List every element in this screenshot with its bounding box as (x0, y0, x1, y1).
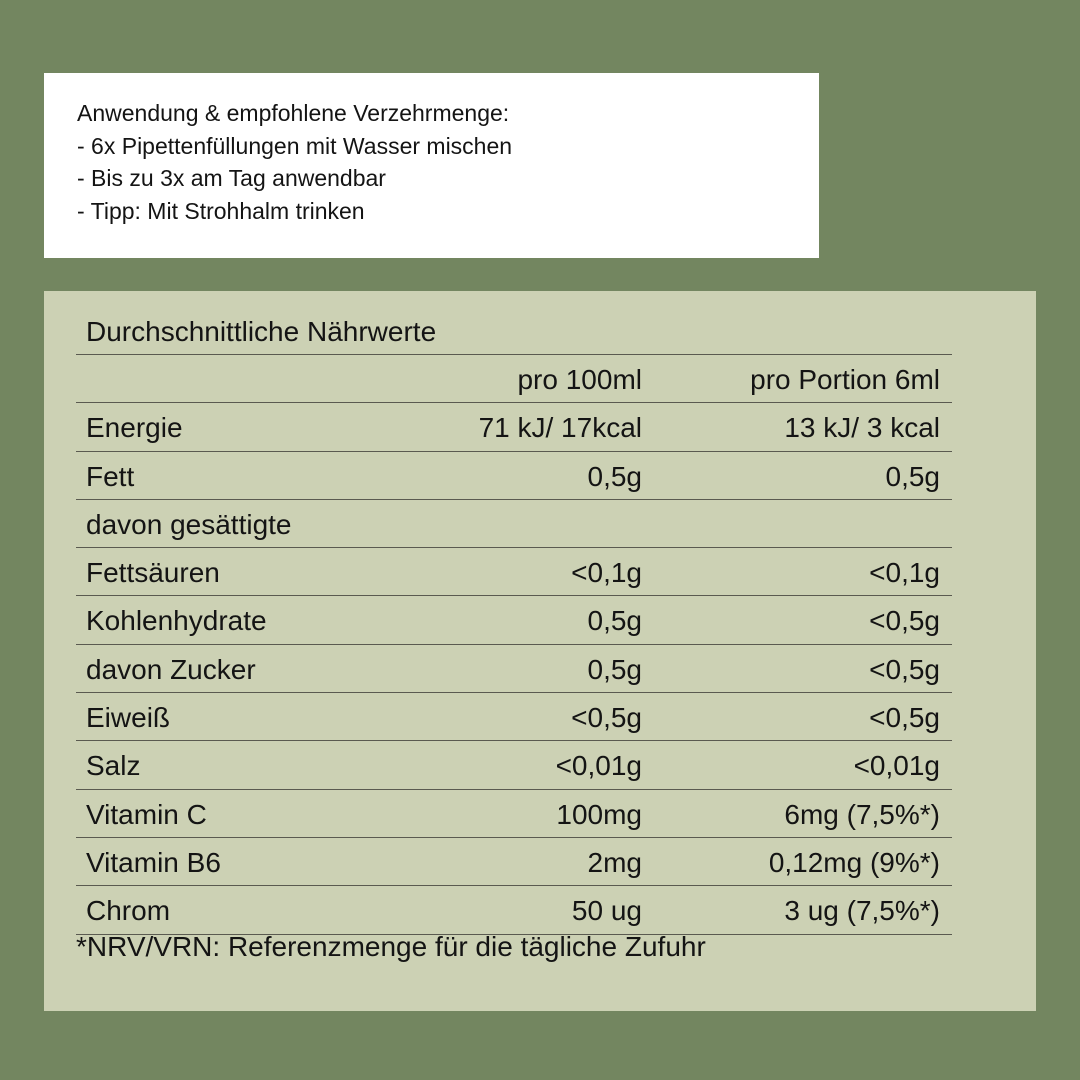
nutrient-value: 0,12mg (9%*) (768, 846, 940, 878)
usage-item: - 6x Pipettenfüllungen mit Wasser mischen (77, 132, 513, 159)
nutrient-value: 71 kJ/ 17kcal (478, 412, 642, 444)
nutrient-value (386, 500, 642, 547)
nutrient-value: 2mg (587, 846, 642, 878)
usage-item: - Tipp: Mit Strohhalm trinken (77, 197, 365, 224)
table-header-row (76, 355, 952, 403)
nutrient-label: davon gesättigte (86, 508, 292, 540)
nutrient-value: <0,1g (571, 557, 642, 589)
nutrient-label: davon Zucker (86, 653, 256, 685)
header-cell: pro 100ml (517, 364, 642, 395)
nutrition-title: Durchschnittliche Nährwerte (76, 307, 952, 355)
nutrient-value: <0,01g (853, 750, 940, 782)
usage-item: - Bis zu 3x am Tag anwendbar (77, 165, 386, 191)
nutrient-label: Eiweiß (86, 702, 171, 734)
table-row (76, 838, 952, 886)
nutrient-label: Fett (86, 460, 135, 492)
nutrient-label: Salz (86, 750, 141, 782)
nutrient-value: <0,5g (571, 702, 642, 734)
nutrient-label: Vitamin C (86, 798, 207, 830)
nutrient-label: Kohlenhydrate (86, 605, 267, 637)
nutrient-value: <0,5g (869, 702, 940, 734)
nutrition-panel (44, 291, 1036, 1011)
nutrient-value: 0,5g (587, 605, 642, 637)
nutrition-table (76, 307, 952, 935)
nutrient-value: <0,5g (869, 605, 940, 637)
nutrient-value: 3 ug (7,5%*) (784, 895, 940, 927)
table-row (76, 790, 952, 838)
nutrient-value: <0,01g (555, 750, 642, 782)
table-row (76, 403, 952, 451)
nutrient-value: <0,1g (869, 557, 940, 589)
nutrient-value: 13 kJ/ 3 kcal (784, 412, 940, 444)
nutrient-value: 100mg (556, 798, 642, 830)
nutrient-label: Chrom (86, 895, 171, 927)
nutrient-value: 50 ug (571, 895, 642, 927)
nutrient-label: Energie (86, 412, 183, 444)
table-row (76, 596, 952, 644)
table-row (76, 548, 952, 596)
header-cell: pro Portion 6ml (750, 364, 940, 395)
nutrient-value (642, 500, 940, 547)
table-row (76, 645, 952, 693)
nutrient-value: 6mg (7,5%*) (784, 798, 940, 830)
footnote: *NRV/VRN: Referenzmenge für die tägliche Zufuhr (76, 931, 706, 962)
nutrient-value: <0,5g (869, 653, 940, 685)
usage-heading: Anwendung & empfohlene Verzehrmenge: (77, 100, 510, 126)
nutrient-label: Vitamin B6 (86, 846, 221, 878)
nutrient-value: 0,5g (587, 653, 642, 685)
table-row (76, 886, 952, 934)
usage-box (44, 73, 819, 258)
table-row (76, 693, 952, 741)
nutrient-value: 0,5g (885, 460, 940, 492)
nutrient-value: 0,5g (587, 460, 642, 492)
header-cell (76, 355, 386, 402)
table-row (76, 500, 952, 548)
nutrient-label: Fettsäuren (86, 557, 220, 589)
table-row (76, 741, 952, 789)
table-row (76, 452, 952, 500)
